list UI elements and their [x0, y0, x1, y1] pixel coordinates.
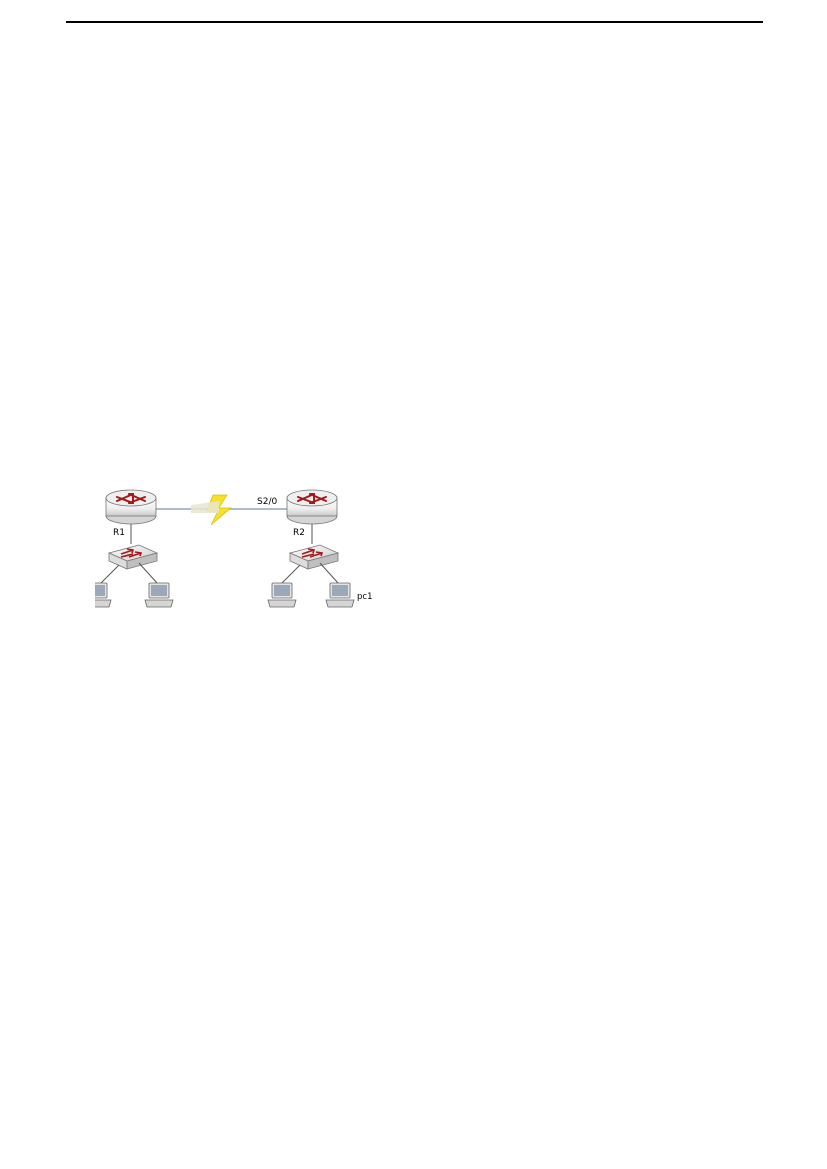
switch-2-icon [290, 545, 338, 569]
header-divider [66, 21, 763, 23]
pc-a-icon [95, 583, 111, 607]
link-sw2-pc1 [320, 563, 338, 583]
router-r1-icon [106, 490, 156, 524]
pc-c-icon [268, 583, 296, 607]
network-topology-diagram [95, 487, 385, 619]
link-sw1-pcB [139, 563, 157, 583]
serial-port-label: S2/0 [257, 497, 278, 507]
pc1-icon [326, 583, 354, 607]
router-r2-label: R2 [293, 528, 305, 538]
link-sw1-pcA [99, 565, 119, 585]
pc-b-icon [145, 583, 173, 607]
switch-1-icon [109, 545, 157, 569]
link-sw2-pcC [280, 565, 300, 585]
router-r2-icon [287, 490, 337, 524]
pc1-label: pc1 [357, 592, 373, 602]
router-r1-label: R1 [113, 528, 125, 538]
